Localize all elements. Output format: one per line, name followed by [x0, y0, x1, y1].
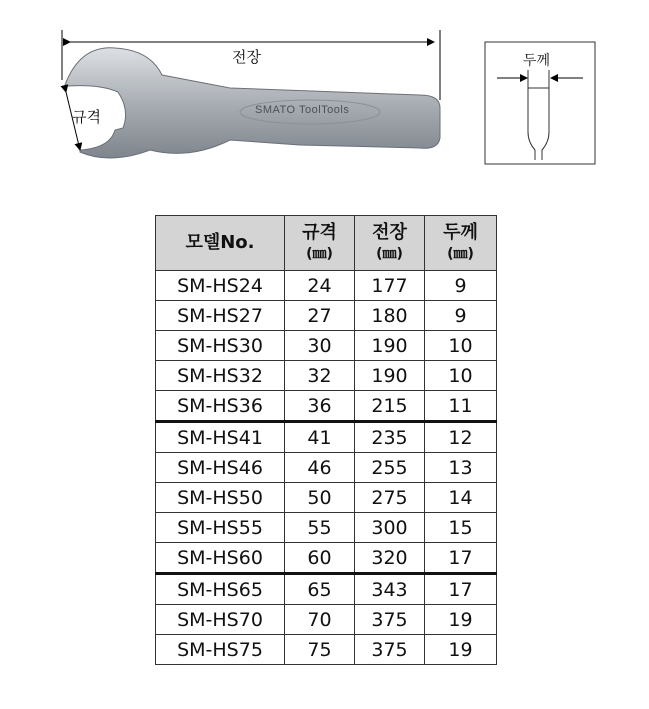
table-row [156, 635, 497, 665]
cell-length: 177 [355, 271, 425, 301]
cell-length: 255 [355, 453, 425, 483]
cell-length: 300 [355, 513, 425, 543]
cell-size: 60 [285, 543, 355, 574]
header-thickness: 두께 (㎜) [425, 216, 497, 271]
spec-table [155, 215, 497, 665]
cell-model: SM-HS75 [156, 635, 285, 665]
cell-thickness: 9 [425, 301, 497, 331]
cell-length: 375 [355, 635, 425, 665]
cell-thickness: 12 [425, 422, 497, 453]
cell-thickness: 11 [425, 391, 497, 422]
table-row [156, 391, 497, 422]
cell-model: SM-HS36 [156, 391, 285, 422]
cell-length: 180 [355, 301, 425, 331]
cell-thickness: 17 [425, 543, 497, 574]
cell-size: 36 [285, 391, 355, 422]
cell-model: SM-HS60 [156, 543, 285, 574]
cell-length: 320 [355, 543, 425, 574]
cell-model: SM-HS30 [156, 331, 285, 361]
table-header-row [156, 216, 497, 271]
cell-size: 65 [285, 574, 355, 605]
cell-model: SM-HS70 [156, 605, 285, 635]
cell-length: 235 [355, 422, 425, 453]
table-row [156, 361, 497, 391]
header-length: 전장 (㎜) [355, 216, 425, 271]
length-label: 전장 [232, 48, 261, 66]
table-row [156, 331, 497, 361]
cell-size: 41 [285, 422, 355, 453]
cell-thickness: 13 [425, 453, 497, 483]
header-model: 모델No. [156, 216, 285, 271]
size-label: 규격 [72, 108, 101, 126]
cell-thickness: 10 [425, 331, 497, 361]
cell-size: 27 [285, 301, 355, 331]
table-row [156, 513, 497, 543]
header-size: 규격 (㎜) [285, 216, 355, 271]
cell-model: SM-HS24 [156, 271, 285, 301]
table-row [156, 605, 497, 635]
cell-model: SM-HS50 [156, 483, 285, 513]
cell-length: 375 [355, 605, 425, 635]
cell-model: SM-HS65 [156, 574, 285, 605]
cell-model: SM-HS32 [156, 361, 285, 391]
table-row [156, 574, 497, 605]
cell-thickness: 10 [425, 361, 497, 391]
cell-model: SM-HS55 [156, 513, 285, 543]
cell-size: 50 [285, 483, 355, 513]
cell-thickness: 17 [425, 574, 497, 605]
cell-size: 75 [285, 635, 355, 665]
cell-thickness: 15 [425, 513, 497, 543]
thickness-label: 두께 [523, 53, 551, 69]
cell-length: 190 [355, 331, 425, 361]
cell-length: 190 [355, 361, 425, 391]
table-row [156, 453, 497, 483]
cell-length: 343 [355, 574, 425, 605]
cell-thickness: 19 [425, 635, 497, 665]
cell-length: 275 [355, 483, 425, 513]
cell-model: SM-HS46 [156, 453, 285, 483]
cell-model: SM-HS41 [156, 422, 285, 453]
wrench-brand-text: SMATO ToolTools [255, 104, 350, 116]
table-row [156, 422, 497, 453]
cell-size: 24 [285, 271, 355, 301]
cell-thickness: 14 [425, 483, 497, 513]
cell-size: 46 [285, 453, 355, 483]
table-row [156, 301, 497, 331]
cell-thickness: 9 [425, 271, 497, 301]
cell-thickness: 19 [425, 605, 497, 635]
cell-size: 70 [285, 605, 355, 635]
cell-size: 55 [285, 513, 355, 543]
table-row [156, 543, 497, 574]
cell-length: 215 [355, 391, 425, 422]
cell-size: 30 [285, 331, 355, 361]
wrench-diagram [0, 0, 649, 200]
cell-size: 32 [285, 361, 355, 391]
cell-model: SM-HS27 [156, 301, 285, 331]
table-row [156, 271, 497, 301]
table-row [156, 483, 497, 513]
